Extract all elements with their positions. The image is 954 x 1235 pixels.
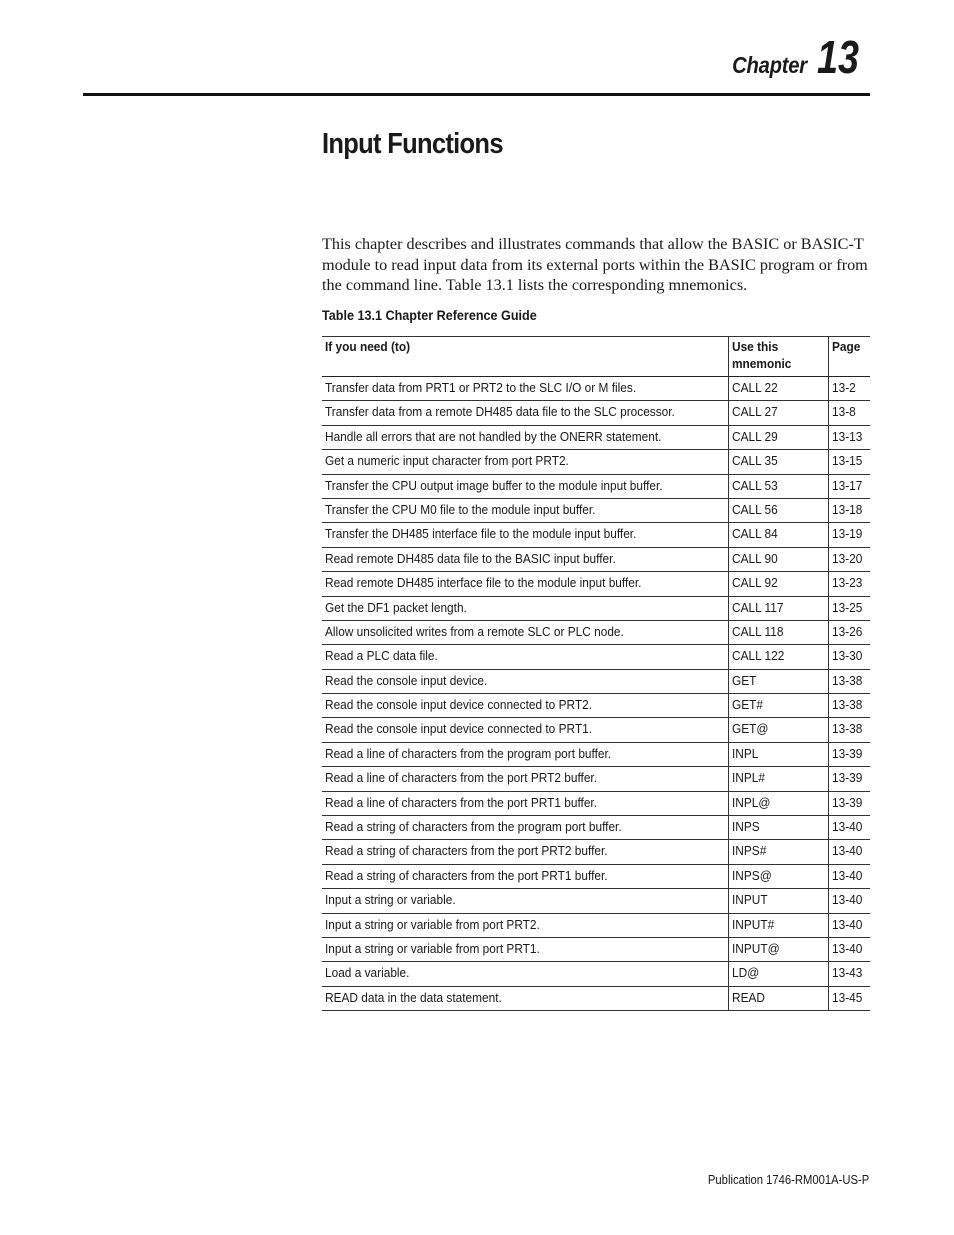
table-row <box>322 620 870 644</box>
cell-page: 13-13 <box>829 425 870 449</box>
cell-mnemonic: GET# <box>729 694 829 718</box>
cell-need: Input a string or variable. <box>322 889 729 913</box>
cell-need: Read the console input device connected to PRT1. <box>322 718 729 742</box>
chapter-label: Chapter <box>732 52 807 78</box>
cell-page: 13-38 <box>829 669 870 693</box>
cell-mnemonic: CALL 118 <box>729 620 829 644</box>
cell-mnemonic: INPUT# <box>729 913 829 937</box>
cell-page: 13-8 <box>829 401 870 425</box>
cell-mnemonic: CALL 27 <box>729 401 829 425</box>
table-row <box>322 401 870 425</box>
cell-need: Load a variable. <box>322 962 729 986</box>
table-row <box>322 669 870 693</box>
table-row <box>322 767 870 791</box>
cell-mnemonic: CALL 117 <box>729 596 829 620</box>
cell-need: Read a string of characters from the port PRT1 buffer. <box>322 864 729 888</box>
cell-mnemonic: INPUT@ <box>729 937 829 961</box>
column-header-need: If you need (to) <box>322 337 729 377</box>
table-row <box>322 889 870 913</box>
page-title: Input Functions <box>322 128 503 160</box>
cell-mnemonic: INPUT <box>729 889 829 913</box>
table-row <box>322 840 870 864</box>
cell-page: 13-40 <box>829 889 870 913</box>
table-row <box>322 791 870 815</box>
cell-page: 13-38 <box>829 718 870 742</box>
header-rule <box>83 93 870 96</box>
table-caption: Table 13.1 Chapter Reference Guide <box>322 307 537 323</box>
cell-page: 13-45 <box>829 986 870 1010</box>
cell-page: 13-30 <box>829 645 870 669</box>
cell-mnemonic: CALL 35 <box>729 450 829 474</box>
cell-need: Read a PLC data file. <box>322 645 729 669</box>
cell-mnemonic: CALL 92 <box>729 572 829 596</box>
table-row <box>322 718 870 742</box>
cell-need: Transfer the DH485 interface file to the module input buffer. <box>322 523 729 547</box>
table-row <box>322 645 870 669</box>
cell-page: 13-40 <box>829 864 870 888</box>
cell-mnemonic: CALL 90 <box>729 547 829 571</box>
intro-paragraph: This chapter describes and illustrates commands that allow the BASIC or BASIC-T module to read input data from its external ports within the BASIC program or from the command line. Table 13.1 lists the corresponding mnemonics. <box>322 235 868 294</box>
cell-need: Read a line of characters from the program port buffer. <box>322 742 729 766</box>
table-row <box>322 816 870 840</box>
cell-page: 13-43 <box>829 962 870 986</box>
table-row <box>322 474 870 498</box>
cell-need: Transfer the CPU output image buffer to the module input buffer. <box>322 474 729 498</box>
cell-page: 13-25 <box>829 596 870 620</box>
table-row <box>322 547 870 571</box>
cell-need: Transfer data from a remote DH485 data file to the SLC processor. <box>322 401 729 425</box>
cell-need: Input a string or variable from port PRT2. <box>322 913 729 937</box>
table-body <box>322 377 870 1011</box>
table-row <box>322 596 870 620</box>
table-row <box>322 450 870 474</box>
table-row <box>322 498 870 522</box>
cell-mnemonic: READ <box>729 986 829 1010</box>
publication-footer: Publication 1746-RM001A-US-P <box>707 1173 869 1187</box>
cell-need: Read the console input device connected to PRT2. <box>322 694 729 718</box>
cell-mnemonic: CALL 84 <box>729 523 829 547</box>
table-header-row <box>322 337 870 377</box>
cell-mnemonic: INPS# <box>729 840 829 864</box>
cell-need: Read a line of characters from the port PRT2 buffer. <box>322 767 729 791</box>
cell-mnemonic: INPS@ <box>729 864 829 888</box>
cell-mnemonic: CALL 122 <box>729 645 829 669</box>
table-row <box>322 962 870 986</box>
cell-mnemonic: INPL <box>729 742 829 766</box>
table-row <box>322 425 870 449</box>
table-row <box>322 572 870 596</box>
table-row <box>322 742 870 766</box>
cell-page: 13-26 <box>829 620 870 644</box>
chapter-number: 13 <box>816 31 859 83</box>
cell-mnemonic: LD@ <box>729 962 829 986</box>
cell-need: Read a string of characters from the port PRT2 buffer. <box>322 840 729 864</box>
cell-page: 13-15 <box>829 450 870 474</box>
cell-mnemonic: CALL 22 <box>729 377 829 401</box>
cell-need: Read a string of characters from the program port buffer. <box>322 816 729 840</box>
cell-need: Read the console input device. <box>322 669 729 693</box>
cell-need: Allow unsolicited writes from a remote SLC or PLC node. <box>322 620 729 644</box>
cell-need: Read remote DH485 interface file to the module input buffer. <box>322 572 729 596</box>
cell-mnemonic: INPS <box>729 816 829 840</box>
cell-page: 13-38 <box>829 694 870 718</box>
cell-need: Get a numeric input character from port PRT2. <box>322 450 729 474</box>
chapter-header <box>722 31 868 83</box>
cell-need: Read remote DH485 data file to the BASIC input buffer. <box>322 547 729 571</box>
table-row <box>322 937 870 961</box>
cell-page: 13-18 <box>829 498 870 522</box>
reference-table <box>322 336 870 1011</box>
cell-page: 13-40 <box>829 937 870 961</box>
table-row <box>322 986 870 1010</box>
table-row <box>322 523 870 547</box>
column-header-page: Page <box>829 337 870 377</box>
cell-mnemonic: GET@ <box>729 718 829 742</box>
cell-page: 13-40 <box>829 913 870 937</box>
cell-page: 13-20 <box>829 547 870 571</box>
cell-page: 13-2 <box>829 377 870 401</box>
cell-need: Transfer data from PRT1 or PRT2 to the SLC I/O or M files. <box>322 377 729 401</box>
cell-page: 13-40 <box>829 816 870 840</box>
cell-need: READ data in the data statement. <box>322 986 729 1010</box>
cell-mnemonic: INPL# <box>729 767 829 791</box>
cell-page: 13-39 <box>829 767 870 791</box>
cell-page: 13-17 <box>829 474 870 498</box>
table-row <box>322 913 870 937</box>
table-row <box>322 377 870 401</box>
cell-page: 13-39 <box>829 742 870 766</box>
cell-mnemonic: CALL 56 <box>729 498 829 522</box>
column-header-mnemonic: Use this mnemonic <box>729 337 829 377</box>
cell-need: Transfer the CPU M0 file to the module input buffer. <box>322 498 729 522</box>
cell-mnemonic: INPL@ <box>729 791 829 815</box>
cell-mnemonic: CALL 53 <box>729 474 829 498</box>
cell-page: 13-19 <box>829 523 870 547</box>
cell-page: 13-40 <box>829 840 870 864</box>
cell-need: Get the DF1 packet length. <box>322 596 729 620</box>
cell-mnemonic: GET <box>729 669 829 693</box>
cell-page: 13-39 <box>829 791 870 815</box>
cell-mnemonic: CALL 29 <box>729 425 829 449</box>
cell-need: Handle all errors that are not handled by the ONERR statement. <box>322 425 729 449</box>
cell-page: 13-23 <box>829 572 870 596</box>
table-row <box>322 694 870 718</box>
table-row <box>322 864 870 888</box>
cell-need: Read a line of characters from the port PRT1 buffer. <box>322 791 729 815</box>
cell-need: Input a string or variable from port PRT1. <box>322 937 729 961</box>
